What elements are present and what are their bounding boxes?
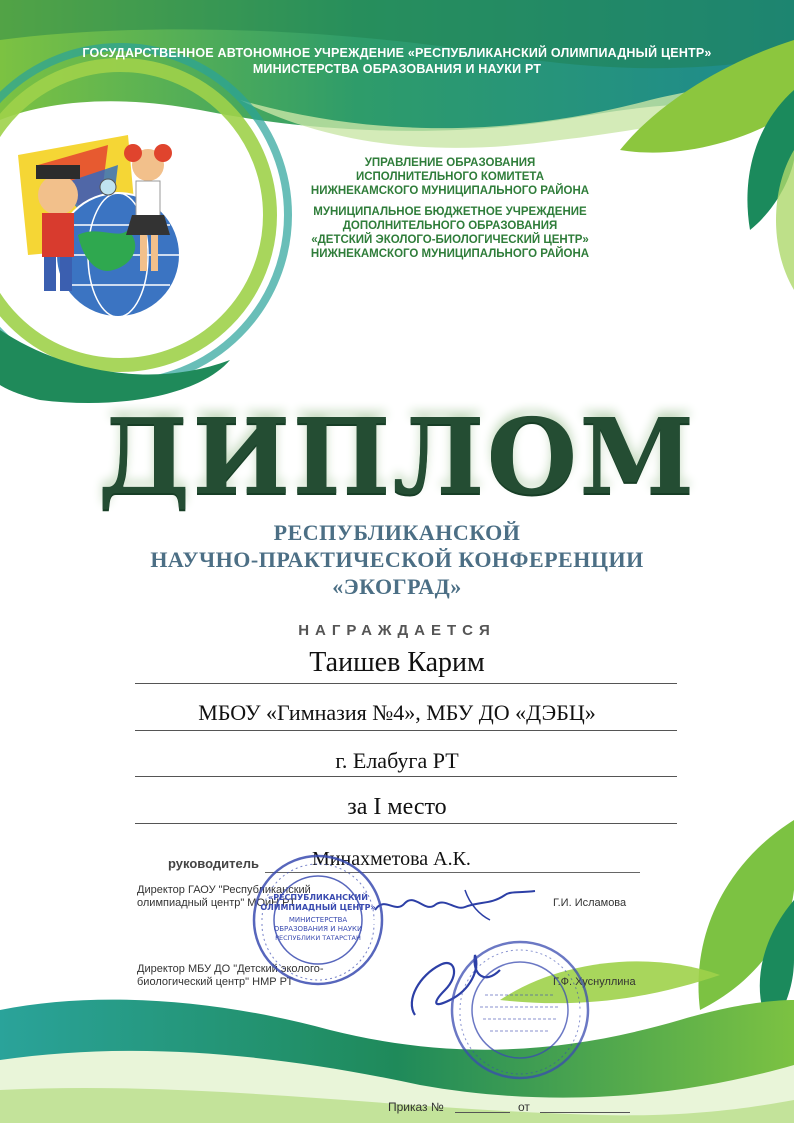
order-date-line — [540, 1112, 630, 1113]
awarded-label: НАГРАЖДАЕТСЯ — [298, 622, 496, 639]
logo-globe-children — [8, 125, 208, 325]
conference-line-2: НАУЧНО-ПРАКТИЧЕСКОЙ КОНФЕРЕНЦИИ — [150, 547, 644, 572]
organizer-line-2: ИСПОЛНИТЕЛЬНОГО КОМИТЕТА — [355, 171, 545, 183]
conference-line-1: РЕСПУБЛИКАНСКОЙ — [273, 520, 521, 545]
stamp-olympiad-center — [248, 850, 388, 990]
signature-1-title-line1: Директор ГАОУ "Республиканский — [137, 884, 311, 896]
signature-2-name: Г.Ф. Хуснуллина — [553, 976, 636, 988]
signature-1-title-line2: олимпиадный центр" МОиН РТ — [137, 897, 296, 909]
stamp-line-5: РЕСПУБЛИКИ ТАТАРСТАН — [275, 934, 361, 942]
organizer-line-7: НИЖНЕКАМСКОГО МУНИЦИПАЛЬНОГО РАЙОНА — [310, 248, 590, 260]
signature-2-title-line2: биологический центр" НМР РТ — [137, 976, 294, 988]
underline-city — [135, 776, 677, 777]
header-org-line2: МИНИСТЕРСТВА ОБРАЗОВАНИЯ И НАУКИ РТ — [252, 62, 542, 76]
organizer-line-4: МУНИЦИПАЛЬНОЕ БЮДЖЕТНОЕ УЧРЕЖДЕНИЕ — [313, 206, 587, 218]
handwritten-signature-1 — [370, 885, 540, 925]
page-title: ДИПЛОМ — [97, 395, 697, 518]
recipient-name: Таишев Карим — [309, 647, 485, 678]
organizer-line-1: УПРАВЛЕНИЕ ОБРАЗОВАНИЯ — [364, 157, 536, 169]
supervisor-name: Минахметова А.К. — [312, 848, 471, 870]
header-org-line1: ГОСУДАРСТВЕННОЕ АВТОНОМНОЕ УЧРЕЖДЕНИЕ «РЕСПУБЛИКАНСКИЙ ОЛИМПИАДНЫЙ ЦЕНТР» — [82, 46, 712, 60]
recipient-city: г. Елабуга РТ — [335, 748, 459, 773]
stamp-eco-bio-center — [445, 935, 595, 1085]
signature-2-title-line1: Директор МБУ ДО "Детский эколого- — [137, 963, 324, 975]
recipient-place: за I место — [347, 794, 447, 820]
recipient-school: МБОУ «Гимназия №4», МБУ ДО «ДЭБЦ» — [198, 700, 596, 725]
underline-name — [135, 683, 677, 684]
order-number-line — [455, 1112, 510, 1113]
organizer-line-3: НИЖНЕКАМСКОГО МУНИЦИПАЛЬНОГО РАЙОНА — [310, 185, 590, 197]
stamp-line-3: МИНИСТЕРСТВА — [288, 916, 348, 924]
stamp-line-4: ОБРАЗОВАНИЯ И НАУКИ — [273, 925, 363, 933]
signature-1-name: Г.И. Исламова — [553, 897, 627, 909]
underline-school — [135, 730, 677, 731]
organizer-line-5: ДОПОЛНИТЕЛЬНОГО ОБРАЗОВАНИЯ — [342, 220, 558, 232]
order-label: Приказ № — [388, 1100, 444, 1114]
stamp-line-2: ОЛИМПИАДНЫЙ ЦЕНТР» — [260, 903, 376, 912]
organizer-line-6: «ДЕТСКИЙ ЭКОЛОГО-БИОЛОГИЧЕСКИЙ ЦЕНТР» — [311, 234, 589, 246]
conference-line-3: «ЭКОГРАД» — [332, 574, 462, 599]
underline-place — [135, 823, 677, 824]
order-from-label: от — [518, 1100, 530, 1114]
supervisor-label: руководитель — [168, 856, 259, 871]
stamp-line-1: «РЕСПУБЛИКАНСКИЙ — [268, 893, 368, 902]
